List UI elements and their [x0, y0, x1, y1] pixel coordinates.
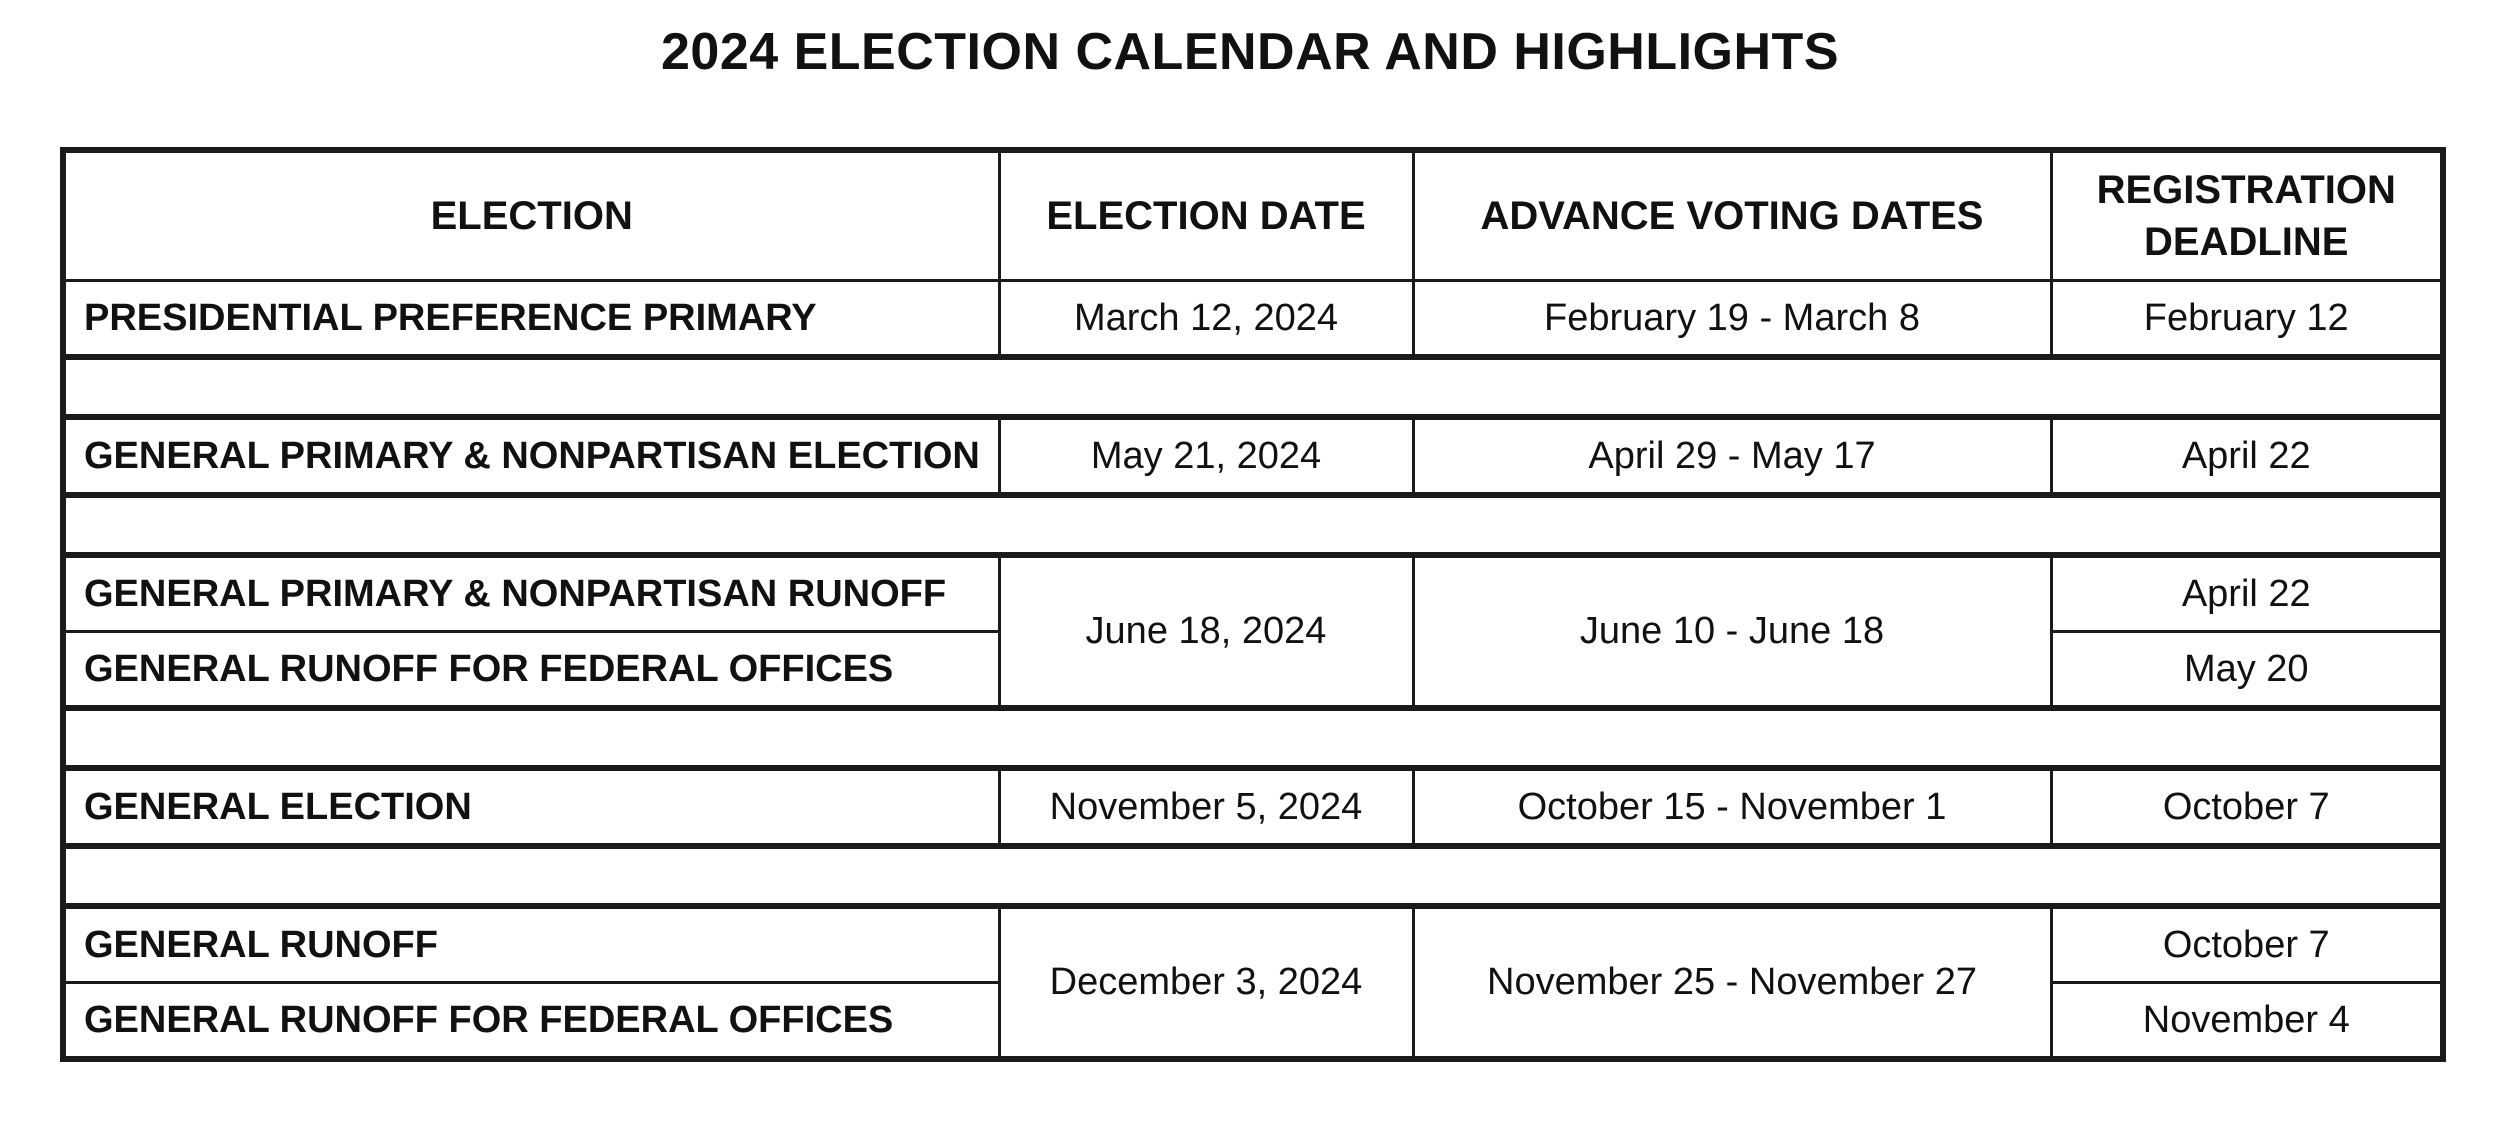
registration-deadline: October 7 [2051, 768, 2443, 846]
registration-deadline: May 20 [2051, 632, 2443, 709]
table-row [63, 417, 2443, 495]
header-registration-line2: DEADLINE [2144, 220, 2349, 264]
spacer-row [63, 846, 2443, 906]
advance-voting-dates: October 15 - November 1 [1413, 768, 2051, 846]
header-advance-voting: ADVANCE VOTING DATES [1413, 150, 2051, 281]
registration-deadline: April 22 [2051, 417, 2443, 495]
advance-voting-dates: June 10 - June 18 [1413, 555, 2051, 708]
election-date: May 21, 2024 [999, 417, 1413, 495]
page-title: 2024 ELECTION CALENDAR AND HIGHLIGHTS [660, 23, 1839, 81]
table-row [63, 281, 2443, 358]
registration-deadline: October 7 [2051, 906, 2443, 983]
election-name: PRESIDENTIAL PREFERENCE PRIMARY [63, 281, 999, 358]
table-header-row [63, 150, 2443, 281]
election-date: November 5, 2024 [999, 768, 1413, 846]
advance-voting-dates: April 29 - May 17 [1413, 417, 2051, 495]
spacer-row [63, 495, 2443, 555]
header-registration-line1: REGISTRATION [2096, 168, 2396, 212]
spacer-row [63, 708, 2443, 768]
election-name: GENERAL PRIMARY & NONPARTISAN RUNOFF [63, 555, 999, 632]
election-name: GENERAL PRIMARY & NONPARTISAN ELECTION [63, 417, 999, 495]
election-date: March 12, 2024 [999, 281, 1413, 358]
header-election-date: ELECTION DATE [999, 150, 1413, 281]
table-row [63, 768, 2443, 846]
header-election: ELECTION [63, 150, 999, 281]
spacer-row [63, 357, 2443, 417]
election-calendar-table [60, 147, 2446, 1062]
registration-deadline: February 12 [2051, 281, 2443, 358]
registration-deadline: November 4 [2051, 983, 2443, 1060]
election-date: June 18, 2024 [999, 555, 1413, 708]
registration-deadline: April 22 [2051, 555, 2443, 632]
table-row [63, 906, 2443, 983]
election-name: GENERAL ELECTION [63, 768, 999, 846]
advance-voting-dates: February 19 - March 8 [1413, 281, 2051, 358]
election-name: GENERAL RUNOFF FOR FEDERAL OFFICES [63, 983, 999, 1060]
header-registration-deadline [2051, 150, 2443, 281]
advance-voting-dates: November 25 - November 27 [1413, 906, 2051, 1059]
election-name: GENERAL RUNOFF FOR FEDERAL OFFICES [63, 632, 999, 709]
election-name: GENERAL RUNOFF [63, 906, 999, 983]
election-date: December 3, 2024 [999, 906, 1413, 1059]
table-row [63, 555, 2443, 632]
